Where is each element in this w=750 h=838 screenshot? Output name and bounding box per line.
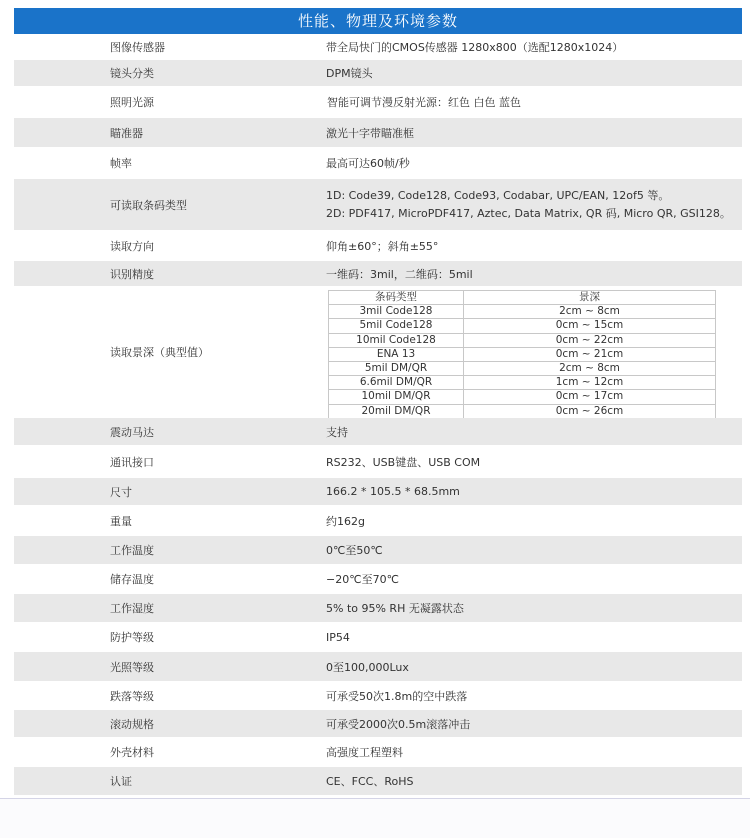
- barcode-type: ENA 13: [329, 347, 464, 361]
- barcode-type: 6.6mil DM/QR: [329, 376, 464, 390]
- depth-header-range: 景深: [464, 291, 716, 305]
- spec-value: 约162g: [326, 514, 365, 528]
- spec-key: 帧率: [110, 157, 132, 170]
- spec-row-frame-rate: [14, 147, 742, 179]
- spec-key: 储存温度: [110, 573, 154, 586]
- spec-row-illumination: [14, 86, 742, 118]
- spec-value: 仰角±60°；斜角±55°: [326, 239, 439, 253]
- spec-key: 工作湿度: [110, 602, 154, 615]
- depth-range: 0cm ~ 15cm: [464, 319, 716, 333]
- depth-range: 0cm ~ 21cm: [464, 347, 716, 361]
- table-row: [329, 376, 716, 390]
- spec-row-ip-rating: [14, 622, 742, 652]
- depth-range: 2cm ~ 8cm: [464, 361, 716, 375]
- spec-value: 智能可调节漫反射光源：红色 白色 蓝色: [327, 96, 521, 109]
- spec-key: 图像传感器: [110, 41, 165, 54]
- spec-row-weight: [14, 505, 742, 536]
- spec-value: 激光十字带瞄准框: [326, 126, 414, 140]
- spec-row-ambient-light: [14, 652, 742, 681]
- barcode-type: 10mil Code128: [329, 333, 464, 347]
- spec-value: 0至100,000Lux: [326, 660, 409, 674]
- spec-value: 支持: [326, 425, 348, 439]
- spec-row-aimer: [14, 118, 742, 147]
- spec-row-dimensions: [14, 478, 742, 505]
- symbology-2d: 2D: PDF417, MicroPDF417, Aztec, Data Matrix, QR 码, Micro QR, GSI128。: [326, 206, 731, 220]
- spec-value: −20℃至70℃: [326, 573, 399, 586]
- spec-key: 照明光源: [110, 96, 154, 109]
- symbology-1d: 1D: Code39, Code128, Code93, Codabar, UPC/EAN, 12of5 等。: [326, 188, 670, 202]
- spec-row-operating-temp: [14, 536, 742, 564]
- spec-value: 166.2 * 105.5 * 68.5mm: [326, 485, 460, 498]
- table-row: [329, 404, 716, 418]
- spec-key: 认证: [110, 775, 132, 788]
- spec-row-vibration-motor: [14, 418, 742, 445]
- depth-range: 0cm ~ 22cm: [464, 333, 716, 347]
- section-title: 性能、物理及环境参数: [14, 8, 742, 34]
- spec-key: 外壳材料: [110, 746, 154, 759]
- spec-value: 5% to 95% RH 无凝露状态: [326, 602, 464, 615]
- spec-row-drop: [14, 681, 742, 710]
- barcode-type: 5mil Code128: [329, 319, 464, 333]
- depth-of-field-table: [328, 290, 730, 419]
- table-row: [329, 333, 716, 347]
- spec-key: 可读取条码类型: [110, 198, 187, 212]
- spec-key: 尺寸: [110, 485, 132, 499]
- barcode-type: 10mil DM/QR: [329, 390, 464, 404]
- spec-value: 带全局快门的CMOS传感器 1280x800（选配1280x1024）: [326, 41, 624, 54]
- depth-table-header: [329, 291, 716, 305]
- spec-row-interface: [14, 445, 742, 478]
- spec-key: 防护等级: [110, 631, 154, 644]
- spec-key: 光照等级: [110, 660, 154, 674]
- spec-key: 通讯接口: [110, 455, 154, 469]
- spec-value: DPM镜头: [326, 67, 373, 80]
- spec-value: 可承受2000次0.5m滚落冲击: [326, 717, 471, 731]
- spec-row-symbologies: [14, 179, 742, 230]
- table-row: [329, 305, 716, 319]
- spec-key: 震动马达: [110, 425, 154, 439]
- spec-key: 读取方向: [110, 239, 154, 253]
- spec-key: 识别精度: [110, 267, 154, 281]
- barcode-type: 5mil DM/QR: [329, 361, 464, 375]
- depth-header-type: 条码类型: [329, 291, 464, 305]
- spec-row-certification: [14, 767, 742, 795]
- table-row: [329, 347, 716, 361]
- spec-key: 跌落等级: [110, 689, 154, 703]
- spec-value: 高强度工程塑料: [326, 746, 403, 759]
- spec-row-tumble: [14, 710, 742, 737]
- depth-range: 0cm ~ 26cm: [464, 404, 716, 418]
- spec-value: 一维码：3mil，二维码：5mil: [326, 267, 473, 281]
- spec-row-humidity: [14, 594, 742, 622]
- spec-value: 可承受50次1.8m的空中跌落: [326, 689, 468, 703]
- depth-range: 2cm ~ 8cm: [464, 305, 716, 319]
- spec-table: [14, 34, 742, 795]
- page-bottom-band: [0, 798, 750, 838]
- table-row: [329, 390, 716, 404]
- depth-range: 0cm ~ 17cm: [464, 390, 716, 404]
- spec-value: RS232、USB键盘、USB COM: [326, 455, 481, 469]
- table-row: [329, 319, 716, 333]
- spec-row-image-sensor: [14, 34, 742, 60]
- spec-value: [326, 187, 731, 223]
- spec-key: 工作温度: [110, 544, 154, 557]
- spec-value: CE、FCC、RoHS: [326, 775, 414, 788]
- spec-row-depth-of-field: [14, 286, 742, 418]
- spec-key: 读取景深（典型值）: [110, 346, 209, 359]
- spec-row-storage-temp: [14, 564, 742, 594]
- spec-row-housing: [14, 737, 742, 767]
- spec-row-lens: [14, 60, 742, 86]
- spec-key: 瞄准器: [110, 126, 143, 140]
- spec-row-read-angle: [14, 230, 742, 261]
- spec-value: IP54: [326, 630, 350, 644]
- barcode-type: 20mil DM/QR: [329, 404, 464, 418]
- table-row: [329, 361, 716, 375]
- spec-key: 滚动规格: [110, 717, 154, 731]
- barcode-type: 3mil Code128: [329, 305, 464, 319]
- spec-value: 最高可达60帧/秒: [326, 157, 410, 170]
- spec-key: 重量: [110, 514, 132, 528]
- depth-range: 1cm ~ 12cm: [464, 376, 716, 390]
- spec-key: 镜头分类: [110, 67, 154, 80]
- spec-value: 0℃至50℃: [326, 544, 383, 557]
- spec-row-resolution: [14, 261, 742, 286]
